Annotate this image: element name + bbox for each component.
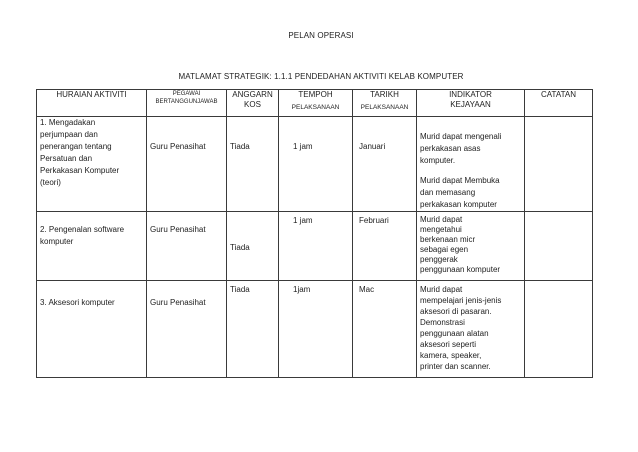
text-line: 1jam <box>293 285 311 294</box>
text-line: printer dan scanner. <box>420 362 491 371</box>
cell-pegawai <box>147 117 227 212</box>
text-line: perkakasan asas <box>420 144 481 153</box>
text-line: komputer <box>40 237 74 246</box>
header-catatan-label: CATATAN <box>541 90 576 99</box>
table-row <box>37 281 593 378</box>
operations-table <box>36 89 593 378</box>
header-pegawai-line1: PEGAWAI <box>172 91 201 97</box>
text-line: Murid dapat mengenali <box>420 132 502 141</box>
text-line: 1 jam <box>293 142 313 151</box>
text-line: mengetahui <box>420 225 462 234</box>
header-anggaran-line2: KOS <box>244 100 261 109</box>
header-huraian-label: HURAIAN AKTIVITI <box>56 90 127 99</box>
cell-indikator <box>417 281 525 378</box>
text-line: Februari <box>359 216 389 225</box>
header-catatan <box>525 90 593 117</box>
cell-catatan <box>525 117 593 212</box>
header-anggaran-line1: ANGGARN <box>232 90 273 99</box>
cell-huraian <box>37 281 147 378</box>
cell-pegawai <box>147 281 227 378</box>
header-tempoh-line2: PELAKSANAAN <box>291 104 340 111</box>
table-row <box>37 117 593 212</box>
cell-huraian <box>37 117 147 212</box>
text-line: aksesori seperti <box>420 340 477 349</box>
text-line: Tiada <box>230 142 250 151</box>
text-line: Murid dapat Membuka <box>420 176 500 185</box>
text-line: Murid dapat <box>420 215 463 224</box>
text-line: penggerak <box>420 255 458 264</box>
text-line: penerangan tentang <box>40 142 112 151</box>
text-line: Perkakasan Komputer <box>40 166 120 175</box>
text-line: sebagai egen <box>420 245 469 254</box>
cell-catatan <box>525 212 593 281</box>
text-line: mempelajari jenis-jenis <box>420 296 502 305</box>
header-tempoh <box>279 90 353 117</box>
cell-tempoh <box>279 212 353 281</box>
text-line: Mac <box>359 285 375 294</box>
cell-tarikh <box>353 281 417 378</box>
text-line: Guru Penasihat <box>150 142 206 151</box>
header-pegawai <box>147 90 227 117</box>
text-line: komputer. <box>420 156 456 165</box>
header-tarikh <box>353 90 417 117</box>
cell-tarikh <box>353 117 417 212</box>
text-line: Demonstrasi <box>420 318 465 327</box>
header-anggaran <box>227 90 279 117</box>
header-huraian <box>37 90 147 117</box>
page-subtitle: MATLAMAT STRATEGIK: 1.1.1 PENDEDAHAN AKTIVITI KELAB KOMPUTER <box>178 72 464 81</box>
cell-tarikh <box>353 212 417 281</box>
text-line: aksesori di pasaran. <box>420 307 492 316</box>
header-tempoh-line1: TEMPOH <box>298 90 333 99</box>
text-line: Murid dapat <box>420 285 463 294</box>
text-line: Persatuan dan <box>40 154 93 163</box>
cell-catatan <box>525 281 593 378</box>
table-header-row <box>37 90 593 117</box>
text-line: 3. Aksesori komputer <box>40 298 115 307</box>
header-indikator-line1: INDIKATOR <box>449 90 492 99</box>
cell-kos <box>227 281 279 378</box>
text-line: 2. Pengenalan software <box>40 225 125 234</box>
text-line: kamera, speaker, <box>420 351 482 360</box>
table-row <box>37 212 593 281</box>
text-line: berkenaan micr <box>420 235 476 244</box>
cell-pegawai <box>147 212 227 281</box>
text-line: perjumpaan dan <box>40 130 98 139</box>
text-line: Tiada <box>230 285 250 294</box>
cell-kos <box>227 117 279 212</box>
cell-indikator <box>417 117 525 212</box>
text-line: Januari <box>359 142 386 151</box>
text-line: penggunaan alatan <box>420 329 489 338</box>
text-line: Guru Penasihat <box>150 225 206 234</box>
cell-tempoh <box>279 117 353 212</box>
cell-indikator <box>417 212 525 281</box>
page-title: PELAN OPERASI <box>288 31 354 40</box>
header-indikator <box>417 90 525 117</box>
text-line: Tiada <box>230 243 250 252</box>
text-line: perkakasan komputer <box>420 200 497 209</box>
cell-tempoh <box>279 281 353 378</box>
cell-kos <box>227 212 279 281</box>
header-indikator-line2: KEJAYAAN <box>450 100 491 109</box>
text-line: Guru Penasihat <box>150 298 206 307</box>
text-line: 1 jam <box>293 216 313 225</box>
text-line: penggunaan komputer <box>420 265 501 274</box>
cell-huraian <box>37 212 147 281</box>
text-line: 1. Mengadakan <box>40 118 96 127</box>
header-tarikh-line1: TARIKH <box>370 90 399 99</box>
header-pegawai-line2: BERTANGGUNJAWAB <box>155 99 218 105</box>
text-line: dan memasang <box>420 188 476 197</box>
header-tarikh-line2: PELAKSANAAN <box>360 104 409 111</box>
text-line: (teori) <box>40 178 61 187</box>
